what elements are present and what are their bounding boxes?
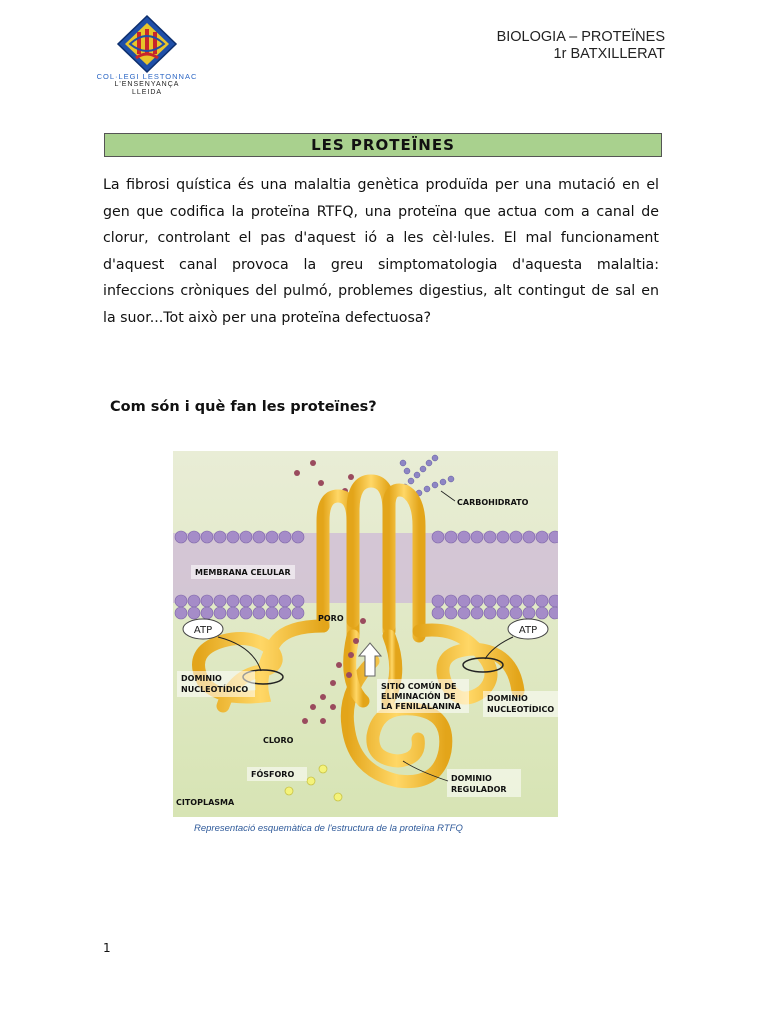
logo-city: LLEIDA <box>131 89 163 96</box>
label-fosforo: FÓSFORO <box>251 770 295 779</box>
label-membrana: MEMBRANA CELULAR <box>195 568 291 577</box>
label-dominio-left-1: DOMINIO <box>181 674 222 683</box>
label-sitio-1: SITIO COMÚN DE <box>381 682 457 691</box>
logo-subtitle: L'ENSENYANÇA <box>114 81 180 88</box>
atp-left-label: ATP <box>193 625 213 636</box>
label-sitio-3: LA FENILALANINA <box>381 702 461 711</box>
figure-caption: Representació esquemàtica de l'estructura de la proteïna RTFQ <box>194 823 463 834</box>
rtfq-protein-illustration <box>173 451 558 817</box>
intro-paragraph: La fibrosi quística és una malaltia genètica produïda per una mutació en el gen que codifica la proteïna RTFQ, una proteïna que actua com a canal de clorur, controlant el pas d'aquest ió a les cèl·lules. El mal funcionament d'aquest canal provoca la greu simptomatologia d'aquesta malaltia: infeccions cròniques del pulmó, problemes digestius, alt contingut de sal en la suor...Tot això per una proteïna defectuosa? <box>103 177 659 326</box>
page-number: 1 <box>103 941 111 955</box>
label-regulador-1: DOMINIO <box>451 774 492 783</box>
label-dominio-left-2: NUCLEOTÍDICO <box>181 685 249 694</box>
label-regulador-2: REGULADOR <box>451 785 507 794</box>
label-carbohidrato: CARBOHIDRATO <box>457 498 529 507</box>
school-logo <box>92 14 202 100</box>
page-title: LES PROTEÏNES <box>104 133 662 157</box>
label-dominio-right-1: DOMINIO <box>487 694 528 703</box>
header-subject: BIOLOGIA – PROTEÏNES <box>496 29 665 45</box>
section-heading: Com són i què fan les proteïnes? <box>110 399 377 415</box>
document-header <box>497 29 665 63</box>
header-level: 1r BATXILLERAT <box>553 46 665 62</box>
label-cloro: CLORO <box>263 736 294 745</box>
school-crest-icon <box>116 14 178 74</box>
logo-school-name: COL·LEGI LESTONNAC <box>96 72 198 81</box>
label-sitio-2: ELIMINACIÓN DE <box>381 692 456 701</box>
label-dominio-right-2: NUCLEOTÍDICO <box>487 705 555 714</box>
label-citoplasma: CITOPLASMA <box>176 798 235 807</box>
atp-right-label: ATP <box>518 625 538 636</box>
protein-diagram <box>173 451 558 817</box>
label-poro: PORO <box>318 614 344 623</box>
